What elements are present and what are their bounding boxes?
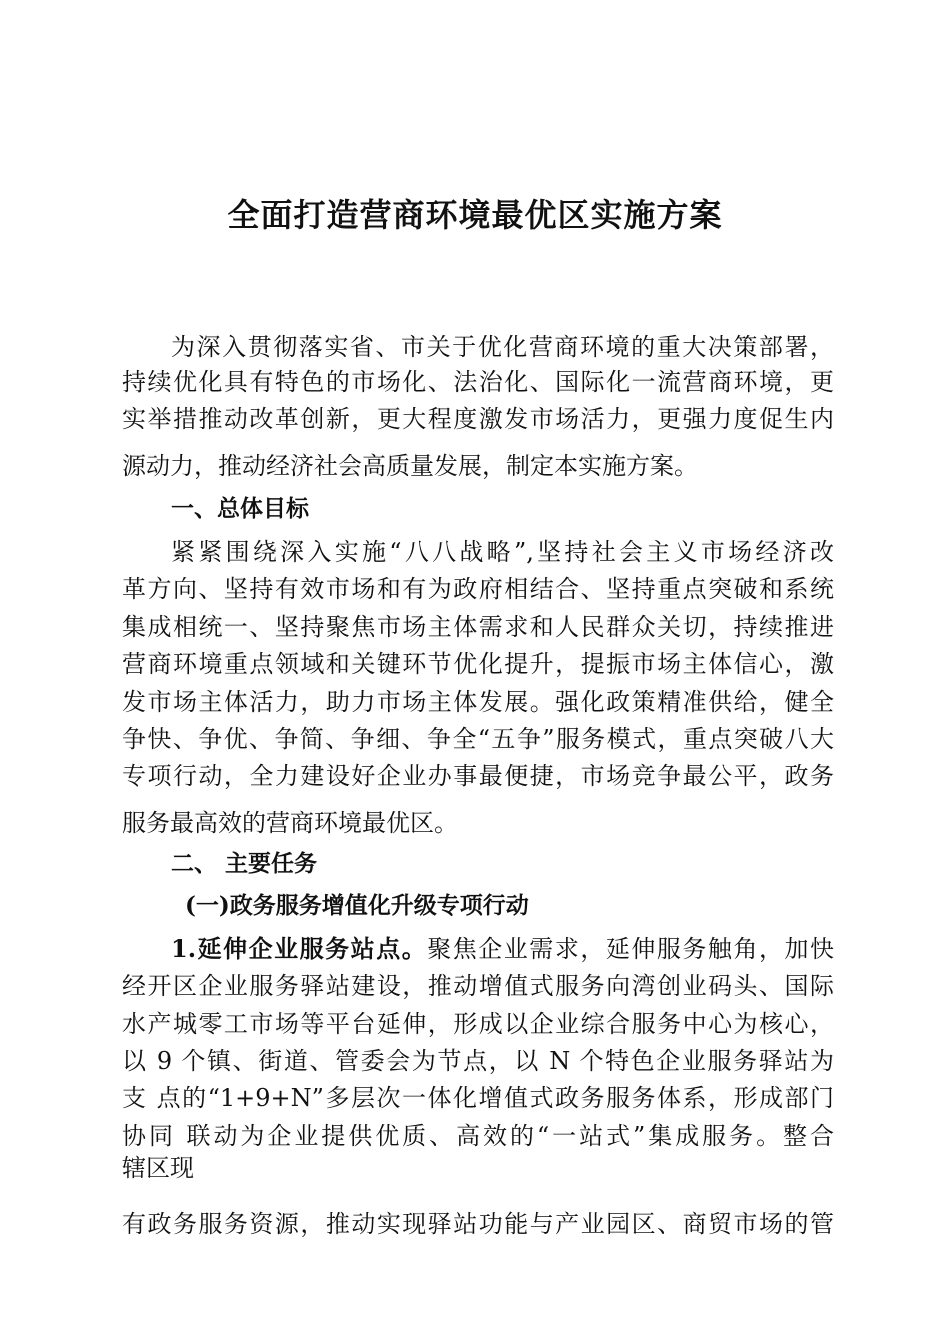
- item1-lead: 1.延伸企业服务站点。: [171, 934, 428, 963]
- paragraph-line: 争快、争优、争简、争细、争全“五争”服务模式，重点突破八大: [122, 725, 834, 753]
- paragraph-line: 服务最高效的营商环境最优区。: [122, 809, 458, 837]
- document-title: 全面打造营商环境最优区实施方案: [227, 196, 723, 234]
- paragraph-line: 经开区企业服务驿站建设，推动增值式服务向湾创业码头、国际: [122, 972, 834, 1000]
- paragraph-line: 营商环境重点领域和关键环节优化提升，提振市场主体信心，激: [122, 650, 834, 678]
- intro-line: 源动力，推动经济社会高质量发展，制定本实施方案。: [122, 452, 698, 480]
- intro-line: 实举措推动改革创新，更大程度激发市场活力，更强力度促生内: [122, 405, 834, 433]
- paragraph-line: 协同 联动为企业提供优质、高效的“一站式”集成服务。整合: [122, 1122, 834, 1150]
- paragraph-line: 辖区现: [122, 1154, 194, 1182]
- paragraph-line: 专项行动，全力建设好企业办事最便捷，市场竞争最公平，政务: [122, 762, 834, 790]
- section-heading-main-tasks: 二、 主要任务: [171, 851, 318, 877]
- item1-first-rest: 聚焦企业需求，延伸服务触角，加快: [427, 935, 834, 963]
- paragraph-line: 革方向、坚持有效市场和有为政府相结合、坚持重点突破和系统: [122, 575, 834, 603]
- item1-first-line: [171, 933, 834, 965]
- subsection-heading: (一)政务服务增值化升级专项行动: [185, 892, 529, 919]
- paragraph-line: 支 点的“1+9+N”多层次一体化增值式政务服务体系，形成部门: [122, 1084, 834, 1112]
- paragraph-line: 以 9 个镇、街道、管委会为节点，以 N 个特色企业服务驿站为: [122, 1047, 834, 1075]
- section-heading-overall-goal: 一、总体目标: [171, 496, 309, 522]
- paragraph-line: 有政务服务资源，推动实现驿站功能与产业园区、商贸市场的管: [122, 1210, 834, 1238]
- paragraph-line: 集成相统一、坚持聚焦市场主体需求和人民群众关切，持续推进: [122, 613, 834, 641]
- paragraph-line: 发市场主体活力，助力市场主体发展。强化政策精准供给，健全: [122, 688, 834, 716]
- intro-line: 持续优化具有特色的市场化、法治化、国际化一流营商环境，更: [122, 368, 834, 396]
- paragraph-line: 水产城零工市场等平台延伸，形成以企业综合服务中心为核心，: [122, 1010, 834, 1038]
- paragraph-line: 紧紧围绕深入实施“八八战略”,坚持社会主义市场经济改: [171, 538, 834, 566]
- intro-line: 为深入贯彻落实省、市关于优化营商环境的重大决策部署，: [171, 333, 834, 361]
